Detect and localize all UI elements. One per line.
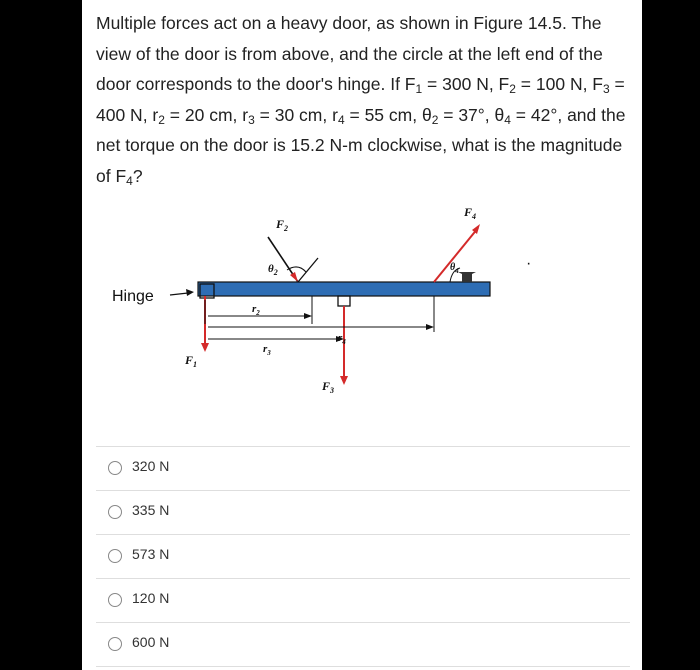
radio-button[interactable] (108, 637, 122, 651)
r2-label: $r_2$ (252, 303, 260, 317)
option-label: 573 N (132, 546, 170, 562)
hinge-arrow (170, 293, 188, 295)
option-320[interactable] (96, 446, 630, 491)
door-figure (82, 200, 642, 410)
option-label: 120 N (132, 590, 170, 606)
f3-arrow-head (340, 376, 348, 385)
divider (96, 666, 630, 667)
radio-button[interactable] (108, 505, 122, 519)
dot-mark: · (526, 255, 532, 272)
f2-arrow-head (290, 272, 298, 282)
question-subscript: 4 (126, 173, 133, 188)
question-subscript: 3 (248, 112, 255, 127)
r4-arrow-head (426, 324, 434, 330)
option-600[interactable] (96, 622, 630, 667)
question-subscript: 2 (509, 82, 516, 96)
r2-arrow-head (304, 313, 312, 319)
option-label: 335 N (132, 502, 170, 518)
f1-arrow-head (201, 343, 209, 352)
radio-button[interactable] (108, 549, 122, 563)
question-subscript: 2 (431, 112, 439, 127)
question-subscript: 4 (337, 112, 345, 127)
question-text-segment: = 30 cm, r (254, 104, 338, 125)
question-card (82, 0, 642, 670)
question-text-segment: = 20 cm, r (164, 104, 249, 125)
theta4-label: $\theta_4$ (450, 262, 459, 275)
f4-label: $F_4$ (464, 205, 477, 221)
door-bar (198, 282, 490, 296)
f3-bracket (338, 296, 350, 306)
f2-reference (298, 258, 318, 282)
question-text-segment: Multiple forces act on a heavy door, as shown in Figure 14.5. The view of the door is from above, and the circle at the left end of the door corresponds to the door's hinge. If F (96, 13, 603, 94)
question-text-segment: = 300 N, F (422, 74, 510, 94)
question-text-segment: = 42°, and the net torque on the door is 15.2 N-m clockwise, what is the magnitude of F (96, 104, 626, 186)
question-text-segment: ? (132, 165, 143, 186)
option-120[interactable] (96, 578, 630, 623)
question-subscript: 4 (504, 112, 511, 127)
hinge-label: Hinge (112, 288, 154, 305)
question-text-segment: = 100 N, F (515, 74, 603, 94)
option-573[interactable] (96, 534, 630, 579)
f1-label: $F_1$ (185, 353, 198, 369)
f3-label: $F_3$ (322, 379, 335, 395)
r4-label: $r_4$ (338, 332, 346, 346)
question-text-segment: = 400 N, r (96, 74, 625, 125)
question-subscript: 1 (415, 82, 423, 96)
radio-button[interactable] (108, 593, 122, 607)
option-label: 600 N (132, 634, 170, 650)
option-label: 320 N (132, 458, 170, 474)
question-subscript: 3 (603, 82, 610, 96)
question-subscript: 2 (158, 112, 165, 127)
option-335[interactable] (96, 490, 630, 535)
r3-label: $r_3$ (263, 343, 271, 357)
f2-label: $F_2$ (276, 217, 289, 233)
radio-button[interactable] (108, 461, 122, 475)
question-text (96, 8, 636, 191)
hinge-arrow-head (186, 289, 194, 296)
theta2-label: $\theta_2$ (268, 263, 278, 277)
question-text-segment: = 37°, θ (438, 104, 505, 125)
question-text-segment: = 55 cm, θ (344, 104, 432, 125)
door-knob (458, 272, 476, 282)
